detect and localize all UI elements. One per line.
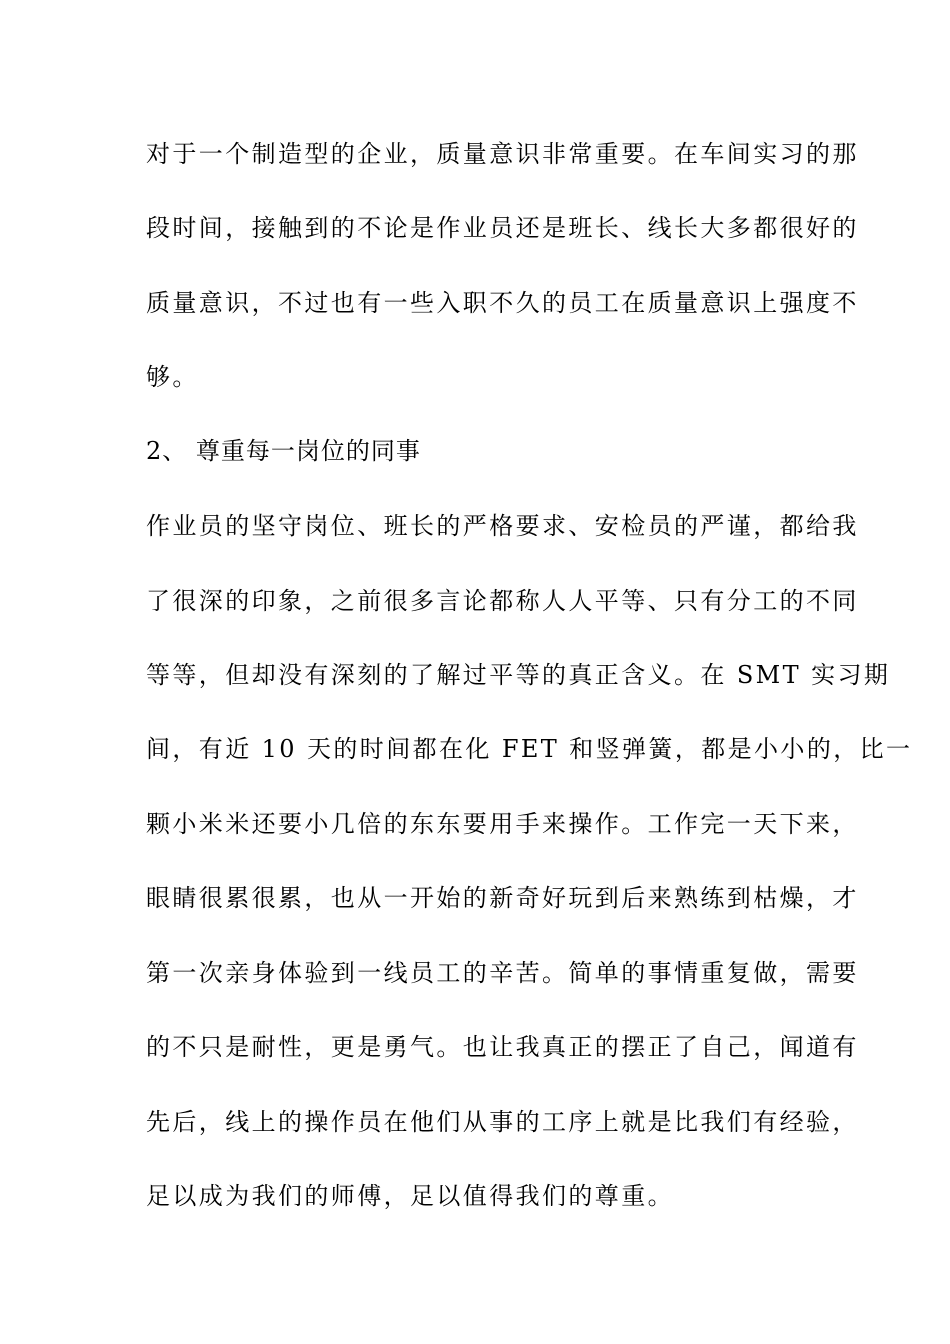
paragraph-line: 质量意识，不过也有一些入职不久的员工在质量意识上强度不: [146, 289, 859, 317]
paragraph-line: 作业员的坚守岗位、班长的严格要求、安检员的严谨，都给我: [146, 512, 859, 540]
paragraph-line: 够。: [146, 363, 199, 391]
paragraph-line: 间，有近 10 天的时间都在化 FET 和竖弹簧，都是小小的，比一: [146, 735, 913, 763]
paragraph-line: 颗小米米还要小几倍的东东要用手来操作。工作完一天下来，: [146, 810, 859, 838]
paragraph-line: 先后，线上的操作员在他们从事的工序上就是比我们有经验，: [146, 1108, 859, 1136]
paragraph-line: 第一次亲身体验到一线员工的辛苦。简单的事情重复做，需要: [146, 959, 859, 987]
paragraph-line: 等等，但却没有深刻的了解过平等的真正含义。在 SMT 实习期: [146, 661, 891, 689]
paragraph-line: 段时间，接触到的不论是作业员还是班长、线长大多都很好的: [146, 214, 859, 242]
paragraph-line: 足以成为我们的师傅，足以值得我们的尊重。: [146, 1182, 674, 1210]
paragraph-line: 了很深的印象，之前很多言论都称人人平等、只有分工的不同: [146, 587, 859, 615]
paragraph-line: 的不只是耐性，更是勇气。也让我真正的摆正了自己，闻道有: [146, 1033, 859, 1061]
paragraph-line: 眼睛很累很累，也从一开始的新奇好玩到后来熟练到枯燥，才: [146, 884, 859, 912]
paragraph-line: 对于一个制造型的企业，质量意识非常重要。在车间实习的那: [146, 140, 859, 168]
section-heading: 2、 尊重每一岗位的同事: [146, 437, 421, 465]
